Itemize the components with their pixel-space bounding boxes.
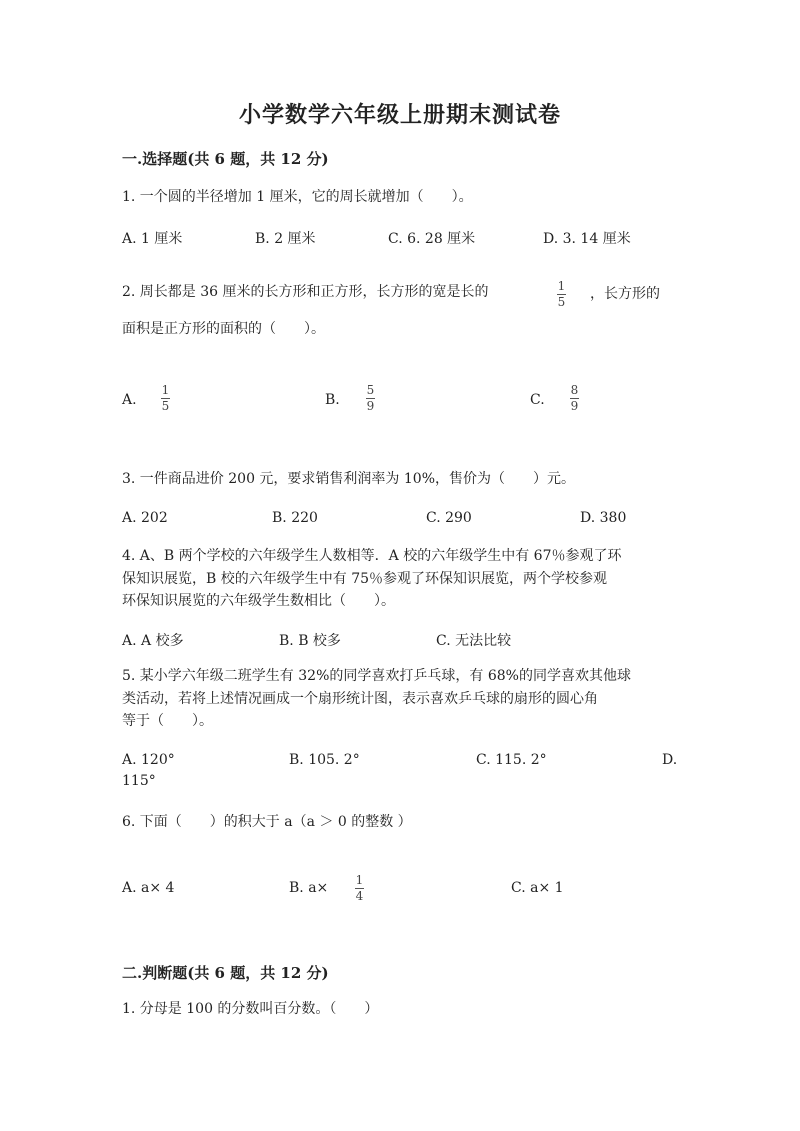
page-title: 小学数学六年级上册期末测试卷 bbox=[238, 102, 561, 128]
question-3-option-c: C. 290 bbox=[426, 510, 472, 526]
question-2-option-a-fraction bbox=[161, 384, 170, 413]
fraction-numerator: 8 bbox=[570, 383, 579, 397]
question-5-option-d: D. bbox=[662, 752, 678, 768]
question-3-stem: 3. 一件商品进价 200 元，要求销售利润率为 10%，售价为（ ）元。 bbox=[122, 471, 575, 487]
fraction-denominator: 5 bbox=[557, 295, 566, 309]
fraction-numerator: 1 bbox=[355, 873, 364, 887]
question-2-stem-part1: 2. 周长都是 36 厘米的长方形和正方形，长方形的宽是长的 bbox=[122, 284, 489, 300]
question-3-option-a: A. 202 bbox=[122, 510, 168, 526]
question-4-option-c: C. 无法比较 bbox=[436, 633, 512, 649]
question-2-option-a-label: A. bbox=[122, 392, 137, 408]
question-5-option-c: C. 115. 2° bbox=[476, 752, 547, 768]
question-2-option-c-fraction bbox=[570, 384, 579, 413]
question-2-stem-line2: 面积是正方形的面积的（ ）。 bbox=[122, 321, 325, 337]
question-1-stem: 1. 一个圆的半径增加 1 厘米，它的周长就增加（ ）。 bbox=[122, 189, 473, 205]
question-2-option-b-label: B. bbox=[325, 392, 340, 408]
question-2-stem-part2: ，长方形的 bbox=[590, 286, 660, 302]
question-6-option-a: A. a× 4 bbox=[122, 880, 175, 896]
question-5-option-d-wrap: 115° bbox=[122, 773, 156, 789]
fraction-numerator: 5 bbox=[366, 383, 375, 397]
question-1-option-d: D. 3. 14 厘米 bbox=[543, 231, 631, 247]
question-1-option-b: B. 2 厘米 bbox=[255, 231, 316, 247]
question-6-option-c: C. a× 1 bbox=[511, 880, 564, 896]
question-3-option-b: B. 220 bbox=[272, 510, 318, 526]
question-3-option-d: D. 380 bbox=[580, 510, 627, 526]
fraction-numerator: 1 bbox=[557, 279, 566, 293]
question-4-option-b: B. B 校多 bbox=[279, 633, 341, 649]
question-4-stem-line2: 保知识展览，B 校的六年级学生中有 75％参观了环保知识展览，两个学校参观 bbox=[122, 571, 608, 587]
question-2-option-c-label: C. bbox=[530, 392, 545, 408]
question-5-stem-line3: 等于（ ）。 bbox=[122, 713, 213, 729]
fraction-denominator: 4 bbox=[355, 889, 364, 903]
question-4-option-a: A. A 校多 bbox=[122, 633, 184, 649]
question-2-option-b-fraction bbox=[366, 384, 375, 413]
fraction-denominator: 9 bbox=[366, 399, 375, 413]
question-5-option-b: B. 105. 2° bbox=[289, 752, 360, 768]
question-2-stem-fraction bbox=[557, 280, 566, 309]
question-5-stem-line2: 类活动，若将上述情况画成一个扇形统计图，表示喜欢乒乓球的扇形的圆心角 bbox=[122, 691, 598, 707]
question-1-option-c: C. 6. 28 厘米 bbox=[388, 231, 476, 247]
question-6-option-b-fraction bbox=[355, 874, 364, 903]
question-5-option-a: A. 120° bbox=[122, 752, 175, 768]
question-6-stem: 6. 下面（ ）的积大于 a（a ＞ 0 的整数 ） bbox=[122, 814, 412, 830]
question-4-stem-line3: 环保知识展览的六年级学生数相比（ ）。 bbox=[122, 593, 395, 609]
judgement-1-stem: 1. 分母是 100 的分数叫百分数。（ ） bbox=[122, 1001, 379, 1017]
fraction-denominator: 9 bbox=[570, 399, 579, 413]
question-5-stem-line1: 5. 某小学六年级二班学生有 32%的同学喜欢打乒乓球，有 68%的同学喜欢其他球 bbox=[122, 668, 631, 684]
question-1-option-a: A. 1 厘米 bbox=[122, 231, 183, 247]
fraction-denominator: 5 bbox=[161, 399, 170, 413]
section-heading-choice: 一.选择题(共 6 题，共 12 分) bbox=[122, 150, 329, 168]
fraction-numerator: 1 bbox=[161, 383, 170, 397]
section-heading-judgement: 二.判断题(共 6 题，共 12 分) bbox=[122, 964, 329, 982]
question-4-stem-line1: 4. A、B 两个学校的六年级学生人数相等．A 校的六年级学生中有 67％参观了环 bbox=[122, 548, 622, 564]
question-6-option-b-label: B. a× bbox=[289, 880, 329, 896]
